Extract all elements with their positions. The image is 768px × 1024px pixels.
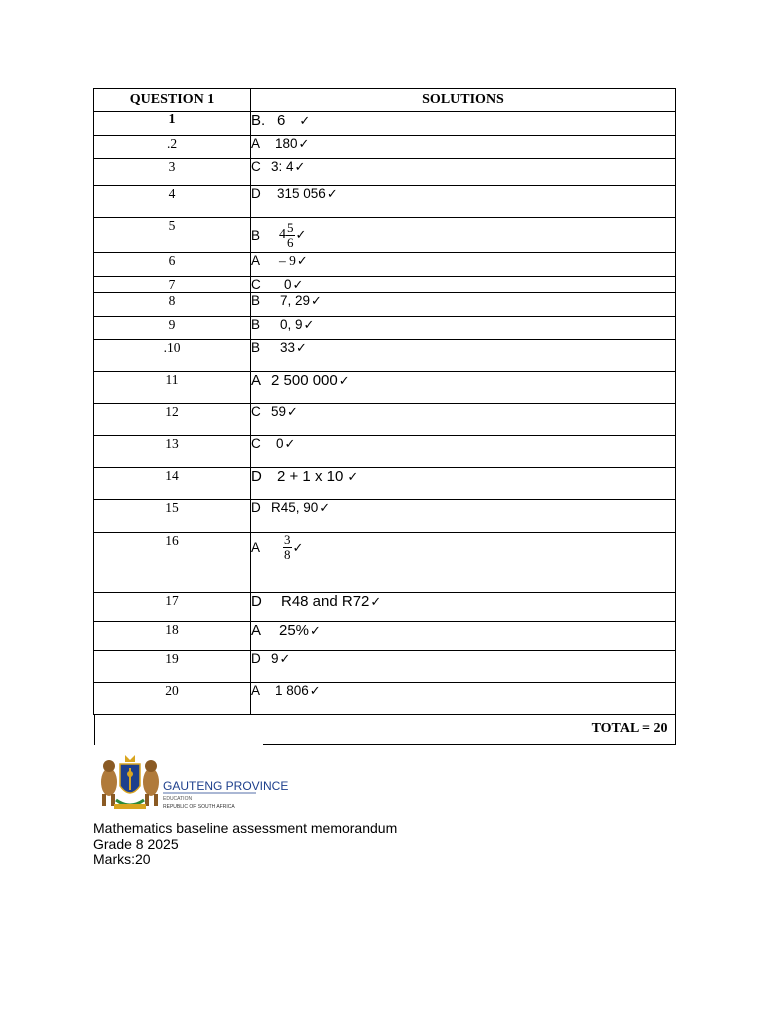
answer-value: 25% <box>279 622 310 639</box>
solution-cell <box>251 253 676 277</box>
grade-year: Grade 8 2025 <box>93 835 179 852</box>
answer-letter: C <box>251 159 261 174</box>
table-row <box>94 622 676 651</box>
answer-letter: B <box>251 317 261 332</box>
check-mark-icon: ✓ <box>338 373 350 388</box>
answer-letter: A <box>251 136 261 151</box>
table-row <box>94 651 676 683</box>
document-title: Mathematics baseline assessment memorandum <box>93 820 398 836</box>
answer-value: 0 <box>276 436 284 451</box>
check-mark-icon: ✓ <box>326 186 338 201</box>
question-number: 5 <box>94 218 251 253</box>
table-row <box>94 436 676 468</box>
table-row <box>94 159 676 186</box>
table-row <box>94 500 676 533</box>
answer-value: 0, 9 <box>280 317 303 332</box>
table-header-row <box>94 89 676 112</box>
answer-letter: D <box>251 651 261 666</box>
total-marks: TOTAL = 20 <box>591 721 668 736</box>
check-mark-icon: ✓ <box>310 623 321 638</box>
solution-cell <box>251 651 676 683</box>
check-mark-icon: ✓ <box>295 227 307 242</box>
table-row <box>94 533 676 593</box>
solution-cell <box>251 622 676 651</box>
question-number: 9 <box>94 317 251 340</box>
solution-cell <box>251 186 676 218</box>
question-number: 14 <box>94 468 251 500</box>
question-number: 8 <box>94 293 251 317</box>
check-mark-icon: ✓ <box>279 651 291 666</box>
answer-value: 2 500 000 <box>271 372 338 389</box>
check-mark-icon: ✓ <box>296 253 308 268</box>
answer-letter: B <box>251 227 261 243</box>
check-mark-icon: ✓ <box>298 136 310 151</box>
answer-letter: A <box>251 540 261 555</box>
check-mark-icon: ✓ <box>292 277 304 292</box>
total-right-border <box>675 715 676 745</box>
answer-letter: D <box>251 468 262 485</box>
check-mark-icon: ✓ <box>319 500 331 515</box>
answer-value: 3: 4 <box>271 159 294 174</box>
total-bottom-border <box>263 744 676 745</box>
answer-fraction <box>283 533 292 562</box>
check-mark-icon: ✓ <box>284 436 296 451</box>
right-lion-supporter-icon <box>143 760 159 806</box>
answer-letter: B <box>251 340 261 355</box>
question-number: 12 <box>94 404 251 436</box>
answer-value: 2 + 1 x 10 <box>277 468 344 485</box>
solutions-table <box>93 88 676 744</box>
check-mark-icon: ✓ <box>309 683 321 698</box>
answer-letter: D <box>251 186 261 201</box>
answer-value: 315 056 <box>277 186 326 201</box>
table-row <box>94 468 676 500</box>
solution-cell <box>251 340 676 372</box>
answer-value: 7, 29 <box>280 293 311 308</box>
table-row <box>94 340 676 372</box>
solution-cell <box>251 404 676 436</box>
solution-cell <box>251 468 676 500</box>
question-number: 6 <box>94 253 251 277</box>
fraction-denominator: 6 <box>287 234 294 250</box>
answer-whole-number: 4 <box>279 227 286 242</box>
solution-cell <box>251 593 676 622</box>
question-number: 1 <box>94 112 251 136</box>
answer-letter: D <box>251 500 261 515</box>
question-number: 16 <box>94 533 251 593</box>
answer-letter: B <box>251 293 261 308</box>
solution-cell <box>251 293 676 317</box>
fraction-numerator: 3 <box>284 532 291 547</box>
question-number: 17 <box>94 593 251 622</box>
answer-value: 0 <box>284 277 292 292</box>
solution-cell <box>251 533 676 593</box>
logo-country: REPUBLIC OF SOUTH AFRICA <box>163 804 235 810</box>
solution-cell <box>251 136 676 159</box>
check-mark-icon: ✓ <box>303 317 315 332</box>
table-row <box>94 253 676 277</box>
total-cell <box>94 715 676 745</box>
table-row <box>94 136 676 159</box>
answer-value: 33 <box>280 340 296 355</box>
table-row <box>94 218 676 253</box>
logo-province-name: GAUTENG PROVINCE <box>163 779 289 793</box>
table-row <box>94 293 676 317</box>
table-row <box>94 186 676 218</box>
answer-value: 180 <box>275 136 298 151</box>
solutions-column-header: SOLUTIONS <box>251 89 676 112</box>
question-column-header: QUESTION 1 <box>94 89 251 112</box>
question-number: 13 <box>94 436 251 468</box>
question-number: 3 <box>94 159 251 186</box>
fraction-numerator: 5 <box>287 219 294 235</box>
answer-letter: A <box>251 622 262 639</box>
question-number: 18 <box>94 622 251 651</box>
solution-cell <box>251 500 676 533</box>
answer-letter: A <box>251 683 261 698</box>
marks-total: Marks:20 <box>93 851 151 867</box>
question-number: 20 <box>94 683 251 715</box>
answer-letter: D <box>251 593 262 610</box>
fraction-denominator: 8 <box>284 547 291 562</box>
table-row <box>94 372 676 404</box>
solution-cell <box>251 436 676 468</box>
document-footer <box>93 821 397 868</box>
answer-value: 9 <box>271 651 279 666</box>
check-mark-icon: ✓ <box>347 469 359 484</box>
solution-cell <box>251 159 676 186</box>
solution-cell <box>251 372 676 404</box>
answer-value: 59 <box>271 404 287 419</box>
answer-value: – 9 <box>279 253 296 268</box>
solution-cell <box>251 277 676 293</box>
answer-value: 1 806 <box>275 683 309 698</box>
check-mark-icon: ✓ <box>311 293 322 308</box>
answer-letter: C <box>251 277 261 292</box>
check-mark-icon: ✓ <box>287 404 298 419</box>
answer-letter: C <box>251 404 261 419</box>
solution-cell <box>251 218 676 253</box>
check-mark-icon: ✓ <box>299 113 311 128</box>
question-number: .10 <box>94 340 251 372</box>
table-row <box>94 404 676 436</box>
question-number: 15 <box>94 500 251 533</box>
gauteng-province-logo <box>96 752 289 814</box>
total-left-border <box>94 715 95 745</box>
table-row <box>94 317 676 340</box>
answer-value: 6 <box>277 112 286 129</box>
answer-letter: A <box>251 372 262 389</box>
answer-letter: C <box>251 436 261 451</box>
crest-shield-icon <box>114 755 146 809</box>
answer-letter: B. <box>251 112 266 129</box>
total-row <box>94 715 676 745</box>
question-number: 19 <box>94 651 251 683</box>
question-number: .2 <box>94 136 251 159</box>
table-row <box>94 277 676 293</box>
solution-cell <box>251 317 676 340</box>
solution-cell <box>251 112 676 136</box>
question-number: 4 <box>94 186 251 218</box>
solution-cell <box>251 683 676 715</box>
answer-fraction <box>286 221 295 250</box>
question-number: 7 <box>94 277 251 293</box>
table-row <box>94 593 676 622</box>
check-mark-icon: ✓ <box>296 340 307 355</box>
logo-department: EDUCATION <box>163 796 193 802</box>
table-row <box>94 683 676 715</box>
answer-letter: A <box>251 253 261 268</box>
check-mark-icon: ✓ <box>294 159 306 174</box>
answer-value: R45, 90 <box>271 500 319 515</box>
check-mark-icon: ✓ <box>292 539 304 555</box>
table-row <box>94 112 676 136</box>
check-mark-icon: ✓ <box>370 594 382 609</box>
question-number: 11 <box>94 372 251 404</box>
answer-value: R48 and R72 <box>281 593 370 610</box>
left-lion-supporter-icon <box>101 760 117 806</box>
